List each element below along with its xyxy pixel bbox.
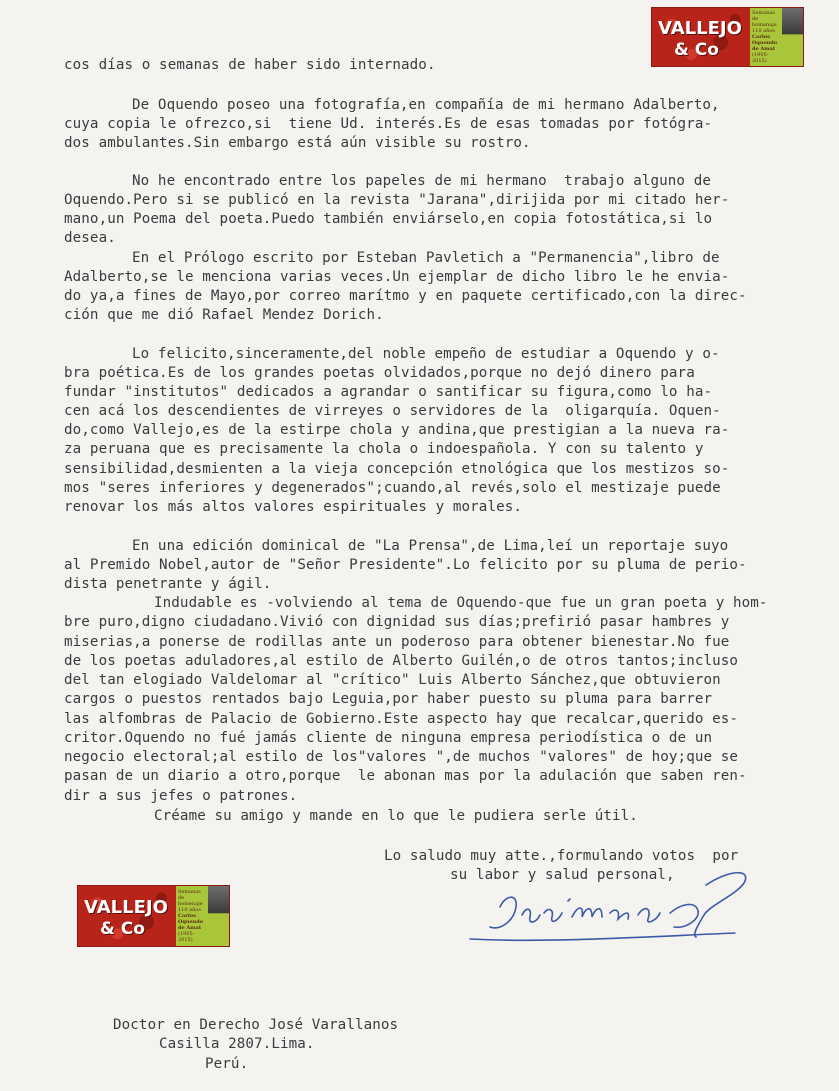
letter-line: Adalberto,se le menciona varias veces.Un ejemplar de dicho libro le he envia- [64, 269, 730, 285]
letter-line: critor.Oquendo no fué jamás cliente de ninguna empresa periodística o de un [64, 730, 713, 746]
letter-line: dista penetrante y ágil. [64, 576, 272, 592]
letter-line: En una edición dominical de "La Prensa",de Lima,leí un reportaje suyo [132, 538, 729, 554]
letter-line: al Premido Nobel,autor de "Señor Presidente".Lo felicito por su pluma de perio- [64, 557, 747, 573]
letter-line: dos ambulantes.Sin embargo está aún visible su rostro. [64, 135, 531, 151]
letter-line: dir a sus jefes o patrones. [64, 788, 298, 804]
logo-caption-bottom: Semanas de homenaje 110 años Carlos Oquendo de Amat (1905-2015) [178, 889, 204, 943]
poet-photo [782, 8, 803, 66]
letter-line: bra poética.Es de los grandes poetas olvidados,porque no dejó dinero para [64, 365, 695, 381]
logo-caption: Semanas de homenaje 110 años Carlos Oquendo de Amat (1905-2015) [752, 10, 778, 64]
letter-line: cen acá los descendientes de virreyes o servidores de la oligarquía. Oquen- [64, 403, 721, 419]
letter-line: cuya copia le ofrezco,si tiene Ud. interés.Es de esas tomadas por fotógra- [64, 116, 713, 132]
letter-line: do,como Vallejo,es de la estirpe chola y andina,que prestigian a la nueva ra- [64, 422, 730, 438]
letter-line: negocio electoral;al estilo de los"valores ",de muchos "valores" de hoy;que se [64, 749, 739, 765]
letter-line: No he encontrado entre los papeles de mi hermano trabajo alguno de [132, 173, 711, 189]
logo-red-panel [652, 8, 750, 66]
letter-line: ción que me dió Rafael Mendez Dorich. [64, 307, 384, 323]
letter-line: En el Prólogo escrito por Esteban Pavletich a "Permanencia",libro de [132, 250, 720, 266]
letter-line: Lo saludo muy atte.,formulando votos por [384, 848, 739, 864]
vallejo-logo-bottom [77, 885, 230, 947]
logo-word-bottom: & Co [674, 40, 719, 60]
letter-line: Créame su amigo y mande en lo que le pudiera serle útil. [154, 808, 638, 824]
logo-green-panel [750, 8, 803, 66]
letter-line: bre puro,digno ciudadano.Vivió con dignidad sus días;prefirió pasar hambres y [64, 614, 730, 630]
letter-line: mos "seres inferiores y degenerados";cuando,al revés,solo el mestizaje puede [64, 480, 721, 496]
letter-line: Indudable es -volviendo al tema de Oquendo-que fue un gran poeta y hom- [154, 595, 768, 611]
letter-line: las alfombras de Palacio de Gobierno.Este aspecto hay que recalcar,querido es- [64, 711, 739, 727]
poet-photo-bottom [208, 886, 229, 946]
letter-line: cos días o semanas de haber sido internado. [64, 57, 436, 73]
letter-line: miserias,a ponerse de rodillas ante un poderoso para obtener bienestar.No fue [64, 634, 730, 650]
letter-line: de los poetas aduladores,al estilo de Alberto Guilén,o de otros tantos;incluso [64, 653, 739, 669]
letter-line: Oquendo.Pero si se publicó en la revista "Jarana",dirijida por mi citado her- [64, 192, 730, 208]
letter-line: sensibilidad,desmienten a la vieja concepción etnológica que los mestizos so- [64, 461, 730, 477]
logo-red-panel-bottom [78, 886, 176, 946]
letter-line: fundar "institutos" dedicados a agrandar o santificar su figura,como lo ha- [64, 384, 713, 400]
letter-line: De Oquendo poseo una fotografía,en compañía de mi hermano Adalberto, [132, 97, 720, 113]
letter-line: mano,un Poema del poeta.Puedo también enviárselo,en copia fotostática,si lo [64, 211, 713, 227]
letter-line: za peruana que es precisamente la chola o indoespañola. Y con su talento y [64, 441, 704, 457]
logo-word-top: VALLEJO [658, 18, 742, 39]
logo-green-panel-bottom [176, 886, 229, 946]
letter-line: do ya,a fines de Mayo,por correo marítmo y en paquete certificado,con la direc- [64, 288, 747, 304]
letter-line: Lo felicito,sinceramente,del noble empeño de estudiar a Oquendo y o- [132, 346, 720, 362]
vallejo-logo-top [651, 7, 804, 67]
logo-word-top-bottom: VALLEJO [84, 897, 168, 918]
letter-line: desea. [64, 230, 116, 246]
address-line-2: Casilla 2807.Lima. [159, 1036, 315, 1052]
address-line-1: Doctor en Derecho José Varallanos [113, 1017, 399, 1033]
address-line-3: Perú. [205, 1056, 249, 1072]
logo-word-bottom-bottom: & Co [100, 919, 145, 939]
letter-line: su labor y salud personal, [450, 867, 675, 883]
handwritten-signature [460, 855, 760, 965]
letter-line: cargos o puestos rentados bajo Leguia,por haber puesto su pluma para barrer [64, 691, 713, 707]
letter-line: pasan de un diario a otro,porque le abonan mas por la adulación que saben ren- [64, 768, 747, 784]
letter-line: renovar los más altos valores espirituales y morales. [64, 499, 523, 515]
letter-line: del tan elogiado Valdelomar al "crítico" Luis Alberto Sánchez,que obtuvieron [64, 672, 721, 688]
